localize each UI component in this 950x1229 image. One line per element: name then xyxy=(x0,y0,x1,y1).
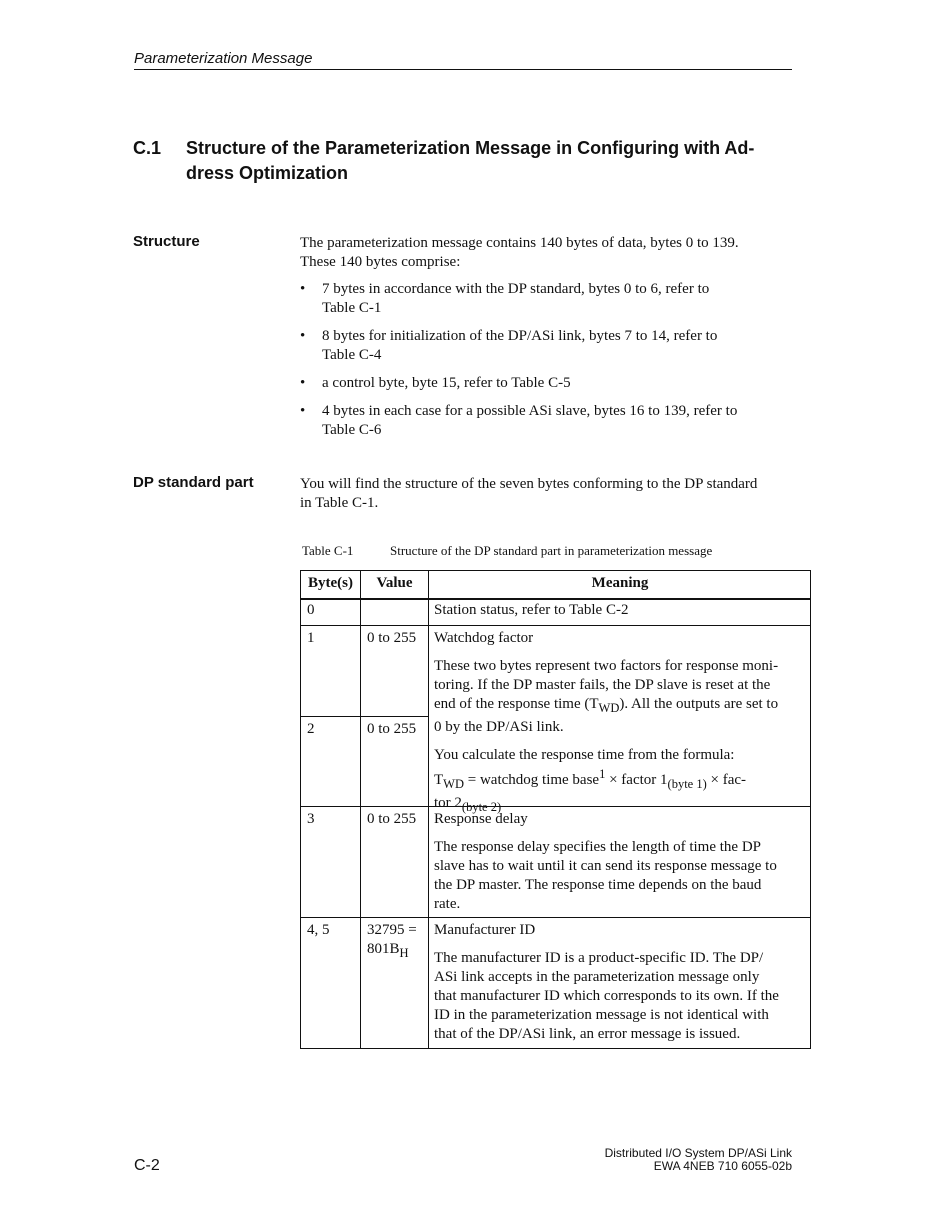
watchdog-description xyxy=(434,657,806,737)
formula-byte1-subscript: (byte 1) xyxy=(667,777,707,791)
section-title-line-1: Structure of the Parameterization Message in Configuring with Ad- xyxy=(186,138,755,158)
structure-intro-line-2: These 140 bytes comprise: xyxy=(300,254,461,270)
row1-bytes: 1 xyxy=(307,630,315,646)
bullet-line-1: 8 bytes for initialization of the DP/ASi link, bytes 7 to 14, refer to xyxy=(322,328,718,344)
formula-wd-subscript: WD xyxy=(443,777,464,791)
footnote-marker: 1 xyxy=(599,767,606,781)
formula-factor2-cont: tor 2 xyxy=(434,795,462,811)
section-title xyxy=(186,136,786,186)
row-divider xyxy=(301,625,810,626)
response-delay-title: Response delay xyxy=(434,811,528,827)
bullet-line-1: 7 bytes in accordance with the DP standard, bytes 0 to 6, refer to xyxy=(322,281,710,297)
bullet-dot: • xyxy=(300,403,306,419)
row2-value: 0 to 255 xyxy=(367,721,417,737)
row1-value: 0 to 255 xyxy=(367,630,417,646)
structure-label: Structure xyxy=(133,233,200,250)
manufacturer-id-meaning xyxy=(434,921,806,1053)
response-delay-line: The response delay specifies the length of time the DP xyxy=(434,839,761,855)
header-value: Value xyxy=(376,575,413,591)
structure-bullet-list xyxy=(300,280,780,449)
watchdog-desc-line: ). All the outputs are set to xyxy=(619,696,779,712)
value-decimal: 32795 = xyxy=(367,922,417,938)
footer-doc-title: Distributed I/O System DP/ASi Link xyxy=(604,1146,792,1160)
formula-base: = watchdog time base xyxy=(464,772,600,788)
bullet-line-1: a control byte, byte 15, refer to Table C-5 xyxy=(322,375,571,391)
list-item xyxy=(300,327,780,365)
formula-t: T xyxy=(434,772,444,788)
row0-bytes: 0 xyxy=(307,602,315,618)
response-delay-line: the DP master. The response time depends on the baud xyxy=(434,877,762,893)
manufacturer-id-line: The manufacturer ID is a product-specific ID. The DP/ xyxy=(434,950,764,966)
dp-standard-text-line-2: in Table C-1. xyxy=(300,495,379,511)
response-delay-description xyxy=(434,838,806,914)
structure-intro-line-1: The parameterization message contains 140 bytes of data, bytes 0 to 139. xyxy=(300,235,739,251)
manufacturer-id-title: Manufacturer ID xyxy=(434,922,536,938)
manufacturer-id-line: that manufacturer ID which corresponds to its own. If the xyxy=(434,988,779,1004)
list-item xyxy=(300,280,780,318)
section-title-line-2: dress Optimization xyxy=(186,163,349,183)
row45-value xyxy=(367,921,417,963)
table-caption-id: Table C-1 xyxy=(302,543,354,558)
bullet-line-2: Table C-4 xyxy=(322,347,382,363)
response-delay-line: rate. xyxy=(434,896,461,912)
column-divider xyxy=(360,571,361,1048)
section-number: C.1 xyxy=(133,138,162,158)
value-hex: 801B xyxy=(367,941,400,957)
header-rule xyxy=(301,598,810,600)
header-meaning: Meaning xyxy=(591,575,649,591)
formula-factor1: × factor 1 xyxy=(605,772,668,788)
watchdog-desc-line: These two bytes represent two factors for response moni- xyxy=(434,658,779,674)
formula-intro: You calculate the response time from the formula: xyxy=(434,747,735,763)
watchdog-desc-line: end of the response time (T xyxy=(434,696,599,712)
running-header xyxy=(134,49,792,70)
watchdog-desc-line: 0 by the DP/ASi link. xyxy=(434,719,564,735)
formula-byte2-subscript: (byte 2) xyxy=(461,800,502,814)
response-delay-meaning xyxy=(434,810,806,923)
list-item xyxy=(300,402,780,440)
bullet-line-1: 4 bytes in each case for a possible ASi slave, bytes 16 to 139, refer to xyxy=(322,403,738,419)
row45-bytes: 4, 5 xyxy=(307,922,330,938)
dp-standard-text xyxy=(300,475,790,513)
table-caption-text: Structure of the DP standard part in parameterization message xyxy=(390,543,713,558)
manufacturer-id-line: that of the DP/ASi link, an error message is issued. xyxy=(434,1026,741,1042)
parameter-table xyxy=(300,570,811,1049)
bullet-dot: • xyxy=(300,281,306,297)
manufacturer-id-description xyxy=(434,949,806,1044)
footer-doc-number: EWA 4NEB 710 6055-02b xyxy=(653,1159,792,1173)
page-number: C-2 xyxy=(134,1157,160,1174)
running-header-title: Parameterization Message xyxy=(134,50,313,67)
response-delay-line: slave has to wait until it can send its response message to xyxy=(434,858,777,874)
column-divider xyxy=(428,571,429,1048)
structure-intro xyxy=(300,234,790,272)
table-caption xyxy=(302,543,712,559)
row-divider xyxy=(301,716,429,717)
manufacturer-id-line: ASi link accepts in the parameterization message only xyxy=(434,969,760,985)
manufacturer-id-line: ID in the parameterization message is not identical with xyxy=(434,1007,769,1023)
bullet-dot: • xyxy=(300,328,306,344)
formula-factor2: × fac- xyxy=(706,772,747,788)
dp-standard-text-line-1: You will find the structure of the seven bytes conforming to the DP standard xyxy=(300,476,758,492)
watchdog-formula xyxy=(434,746,806,817)
watchdog-desc-line: toring. If the DP master fails, the DP slave is reset at the xyxy=(434,677,771,693)
row3-bytes: 3 xyxy=(307,811,315,827)
bullet-line-2: Table C-1 xyxy=(322,300,382,316)
row2-bytes: 2 xyxy=(307,721,315,737)
twd-subscript: WD xyxy=(598,701,620,715)
watchdog-meaning xyxy=(434,629,806,826)
bullet-line-2: Table C-6 xyxy=(322,422,382,438)
header-bytes: Byte(s) xyxy=(308,575,353,591)
watchdog-title: Watchdog factor xyxy=(434,630,534,646)
footer-document-info xyxy=(605,1147,792,1173)
list-item xyxy=(300,374,780,393)
row0-meaning: Station status, refer to Table C-2 xyxy=(434,602,629,618)
row3-value: 0 to 255 xyxy=(367,811,417,827)
bullet-dot: • xyxy=(300,375,306,391)
dp-standard-label: DP standard part xyxy=(133,474,254,491)
hex-subscript: H xyxy=(399,946,409,960)
